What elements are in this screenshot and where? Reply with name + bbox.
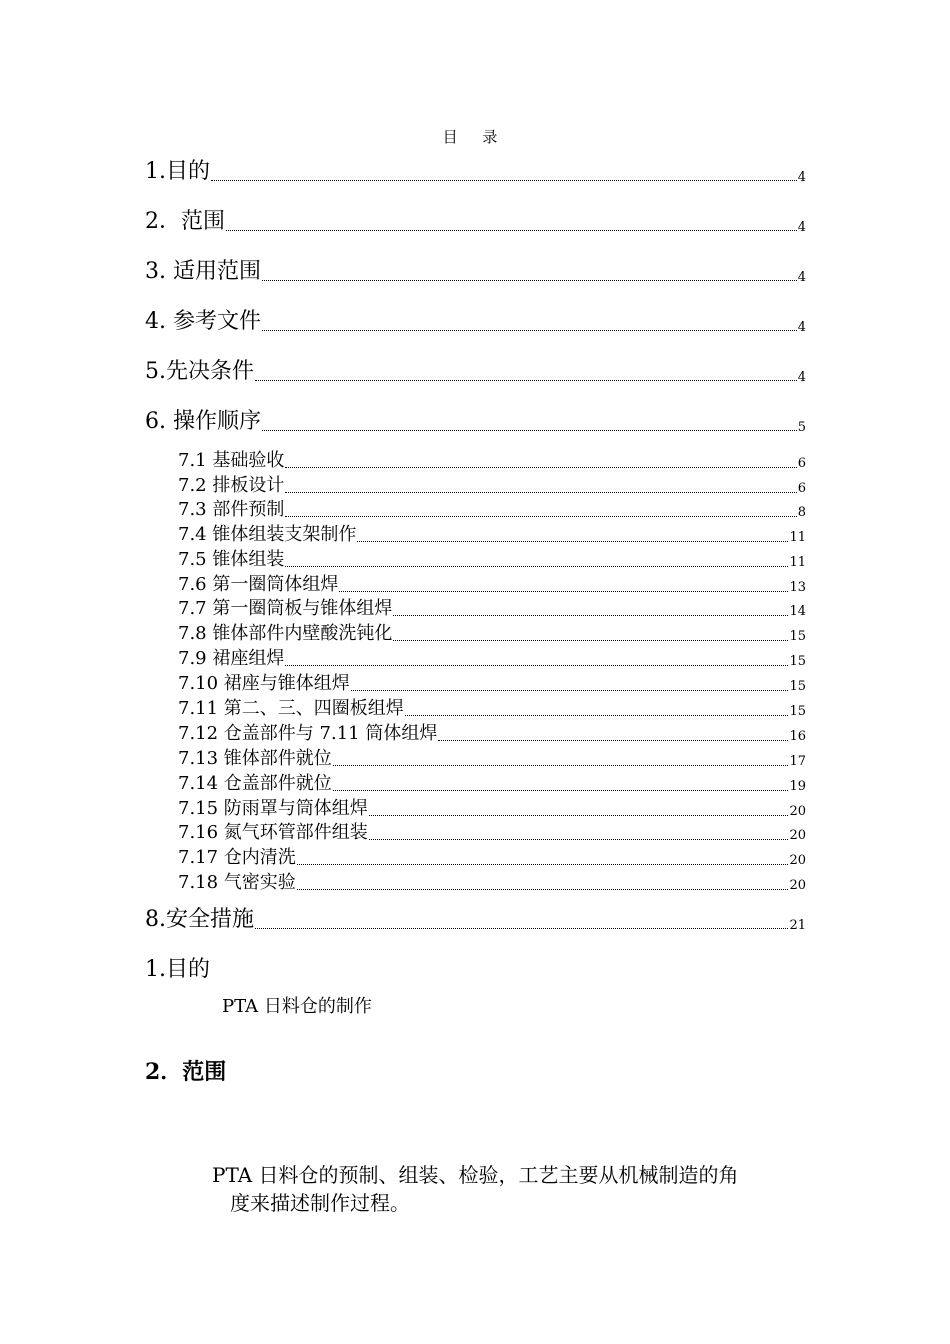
toc-leader-dots [369, 815, 789, 816]
toc-leader-dots [226, 230, 797, 231]
toc-entry[interactable] [178, 574, 806, 596]
toc-entry-page: 4 [797, 370, 806, 385]
toc-entry[interactable] [178, 648, 806, 670]
toc-entry-page: 15 [789, 679, 806, 694]
toc-entry-page: 4 [797, 270, 806, 285]
toc-entry[interactable] [178, 623, 806, 645]
toc-entry-label: 7.11 第二、三、四圈板组焊 [178, 698, 404, 719]
toc-entry-page: 14 [789, 604, 806, 619]
toc-entry[interactable] [145, 906, 806, 934]
toc-entry-label: 7.5 锥体组装 [178, 549, 285, 570]
toc-entry-label: 7.7 第一圈筒板与锥体组焊 [178, 598, 393, 619]
toc-entry-label: 8.安全措施 [145, 907, 254, 932]
toc-leader-dots [262, 330, 797, 331]
toc-entry[interactable] [178, 872, 806, 894]
toc-entry-label: 7.10 裙座与锥体组焊 [178, 673, 350, 694]
toc-entry-page: 20 [789, 828, 806, 843]
toc-leader-dots [285, 467, 796, 468]
toc-entry[interactable] [178, 798, 806, 820]
toc-entry[interactable] [178, 723, 806, 745]
toc-entry-page: 4 [797, 170, 806, 185]
toc-entry-label: 7.6 第一圈筒体组焊 [178, 574, 339, 595]
toc-entry-label: 7.18 气密实验 [178, 872, 296, 893]
toc-entry-label: 4. 参考文件 [145, 309, 261, 334]
toc-entry-page: 19 [789, 779, 806, 794]
toc-entry-label: 7.1 基础验收 [178, 450, 285, 471]
toc-entry-page: 6 [797, 481, 806, 496]
toc-entry[interactable] [178, 524, 806, 546]
section-2-heading: 2．范围 [145, 1059, 227, 1085]
toc-entry[interactable] [145, 408, 806, 436]
toc-leader-dots [297, 864, 789, 865]
toc-leader-dots [357, 541, 788, 542]
toc-entry-label: 7.16 氮气环管部件组装 [178, 822, 368, 843]
toc-entry-label: 7.17 仓内清洗 [178, 847, 296, 868]
toc-entry[interactable] [178, 499, 806, 521]
toc-entry[interactable] [178, 673, 806, 695]
section-1-body: PTA 日料仓的制作 [222, 996, 372, 1017]
toc-entry[interactable] [178, 748, 806, 770]
toc-leader-dots [393, 615, 788, 616]
toc-entry-page: 4 [797, 320, 806, 335]
toc-leader-dots [255, 380, 797, 381]
toc-entry[interactable] [145, 158, 806, 186]
toc-leader-dots [405, 715, 789, 716]
toc-entry-label: 7.8 锥体部件内壁酸洗钝化 [178, 623, 393, 644]
toc-leader-dots [285, 665, 788, 666]
toc-leader-dots [438, 740, 788, 741]
toc-entry-label: 5.先决条件 [145, 359, 254, 384]
toc-entry-page: 20 [789, 804, 806, 819]
toc-entry-label: 2．范围 [145, 209, 225, 234]
toc-leader-dots [285, 566, 788, 567]
toc-entry-label: 7.14 仓盖部件就位 [178, 773, 332, 794]
toc-leader-dots [297, 889, 789, 890]
toc-entry-label: 3. 适用范围 [145, 259, 261, 284]
toc-entry-label: 7.3 部件预制 [178, 499, 285, 520]
toc-leader-dots [333, 790, 789, 791]
toc-entry-label: 7.9 裙座组焊 [178, 648, 285, 669]
toc-leader-dots [262, 280, 797, 281]
toc-entry-label: 1.目的 [145, 159, 210, 184]
toc-leader-dots [285, 492, 796, 493]
section-2-body-line-2: 度来描述制作过程。 [230, 1191, 410, 1215]
toc-entry-page: 6 [797, 456, 806, 471]
toc-entry-page: 20 [789, 853, 806, 868]
toc-leader-dots [262, 430, 797, 431]
toc-entry-label: 7.15 防雨罩与筒体组焊 [178, 798, 368, 819]
toc-leader-dots [333, 765, 789, 766]
toc-entry-page: 13 [789, 580, 806, 595]
toc-leader-dots [393, 640, 788, 641]
toc-entry-page: 15 [789, 629, 806, 644]
toc-entry-label: 6. 操作顺序 [145, 409, 261, 434]
toc-entry[interactable] [178, 773, 806, 795]
toc-entry-page: 5 [797, 420, 806, 435]
toc-entry-page: 20 [789, 878, 806, 893]
toc-leader-dots [255, 928, 788, 929]
toc-entry[interactable] [145, 258, 806, 286]
toc-entry-page: 21 [789, 918, 806, 933]
toc-entry-page: 16 [789, 729, 806, 744]
toc-entry-label: 7.4 锥体组装支架制作 [178, 524, 357, 545]
toc-entry-label: 7.12 仓盖部件与 7.11 筒体组焊 [178, 723, 438, 744]
toc-entry-page: 11 [789, 555, 806, 570]
toc-entry-page: 11 [789, 530, 806, 545]
toc-entry[interactable] [178, 847, 806, 869]
toc-leader-dots [369, 839, 789, 840]
toc-leader-dots [339, 591, 788, 592]
toc-entry-page: 15 [789, 654, 806, 669]
toc-entry[interactable] [145, 358, 806, 386]
toc-entry[interactable] [178, 549, 806, 571]
toc-leader-dots [211, 180, 797, 181]
toc-entry[interactable] [178, 822, 806, 844]
section-2-body [212, 1161, 812, 1217]
toc-leader-dots [285, 516, 796, 517]
toc-entry[interactable] [178, 598, 806, 620]
section-2-body-line-1: PTA 日料仓的预制、组装、检验，工艺主要从机械制造的角 [212, 1163, 739, 1187]
toc-entry[interactable] [145, 308, 806, 336]
toc-entry-page: 15 [789, 704, 806, 719]
toc-entry-label: 7.2 排板设计 [178, 475, 285, 496]
toc-entry-page: 4 [797, 220, 806, 235]
toc-title: 目 录 [442, 128, 508, 146]
toc-entry-page: 8 [797, 505, 806, 520]
section-1-heading: 1.目的 [145, 957, 210, 982]
toc-entry[interactable] [178, 698, 806, 720]
toc-entry[interactable] [145, 208, 806, 236]
toc-entry-page: 17 [789, 754, 806, 769]
toc-entry-label: 7.13 锥体部件就位 [178, 748, 332, 769]
toc-entry[interactable] [178, 450, 806, 472]
toc-leader-dots [351, 690, 789, 691]
toc-entry[interactable] [178, 475, 806, 497]
